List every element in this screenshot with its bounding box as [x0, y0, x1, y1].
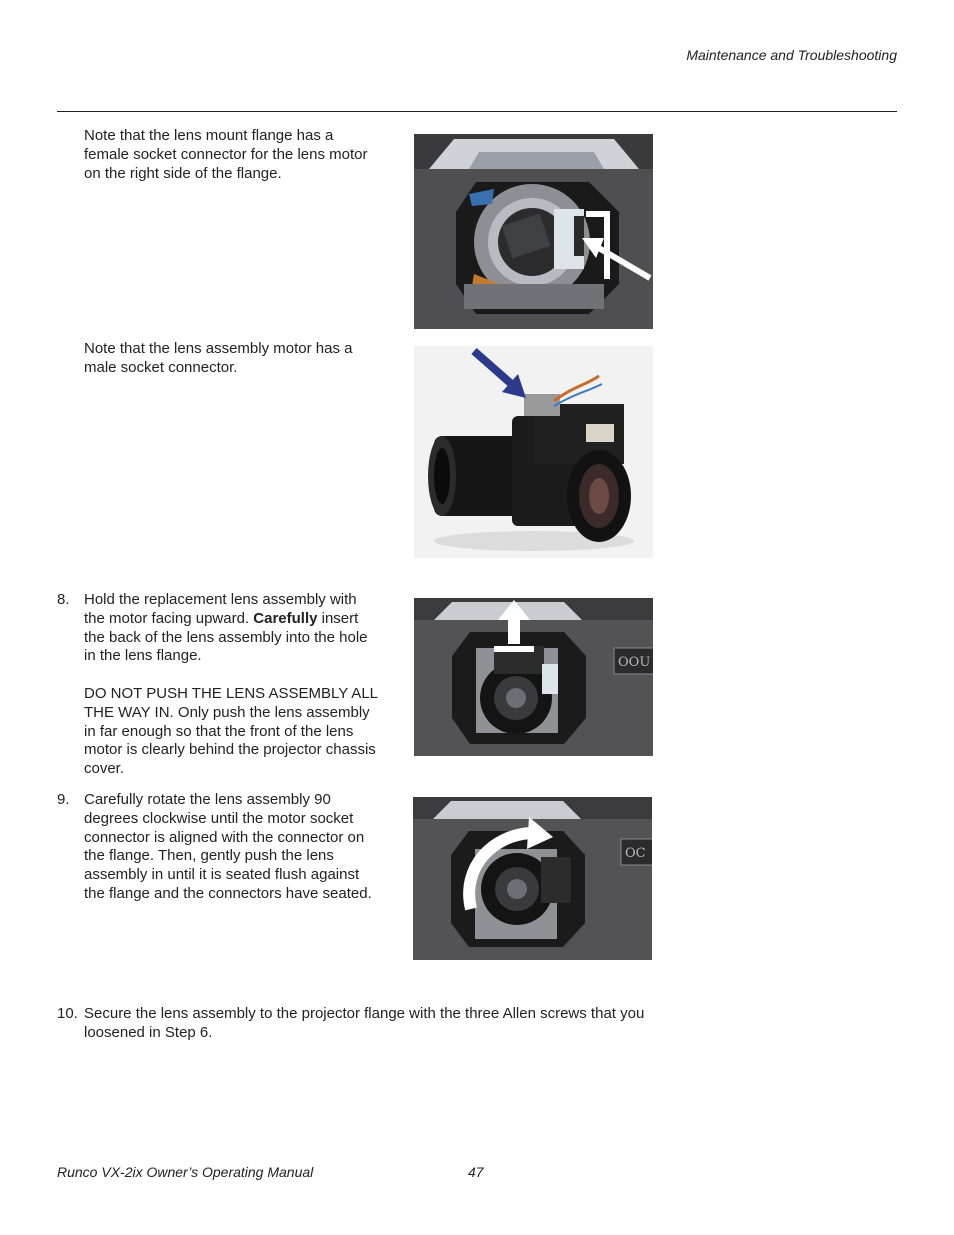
- step-9-text: Carefully rotate the lens assembly 90 degrees clockwise until the motor socket connector is aligned with the connector on the flange. Then, gently push the lens assembly in until it is seated flush against the flange and the connectors have seated.: [84, 791, 372, 902]
- footer-manual-title: Runco VX-2ix Owner’s Operating Manual: [57, 1164, 314, 1180]
- step-number-9: 9.: [57, 791, 70, 808]
- note-flange-connector: Note that the lens mount flange has a female socket connector for the lens motor on the right side of the flange.: [84, 127, 368, 182]
- svg-text:OOU: OOU: [618, 655, 651, 670]
- running-header: Maintenance and Troubleshooting: [686, 47, 897, 63]
- step-number-10: 10.: [57, 1005, 78, 1022]
- footer-page-number: 47: [468, 1164, 484, 1180]
- step-8-text: Hold the replacement lens assembly with the motor facing upward. Carefully insert the back of the lens assembly into the hole in the lens flange.: [84, 591, 368, 665]
- step-number-8: 8.: [57, 591, 70, 608]
- note-motor-connector: Note that the lens assembly motor has a male socket connector.: [84, 340, 353, 376]
- svg-text:OC: OC: [625, 846, 646, 861]
- header-rule: [57, 111, 897, 112]
- photo-lens-mount-flange: [414, 134, 653, 329]
- photo-lens-assembly-motor: [414, 346, 653, 558]
- photo-rotate-lens: [413, 797, 652, 960]
- step-10-text: Secure the lens assembly to the projector flange with the three Allen screws that you loosened in Step 6.: [84, 1005, 645, 1041]
- step-8-caution: DO NOT PUSH THE LENS ASSEMBLY ALL THE WAY IN. Only push the lens assembly in far enough so that the front of the lens motor is clearly behind the projector chassis cover.: [84, 685, 378, 778]
- photo-insert-lens: [414, 598, 653, 756]
- step-8-emphasis: Carefully: [253, 609, 318, 627]
